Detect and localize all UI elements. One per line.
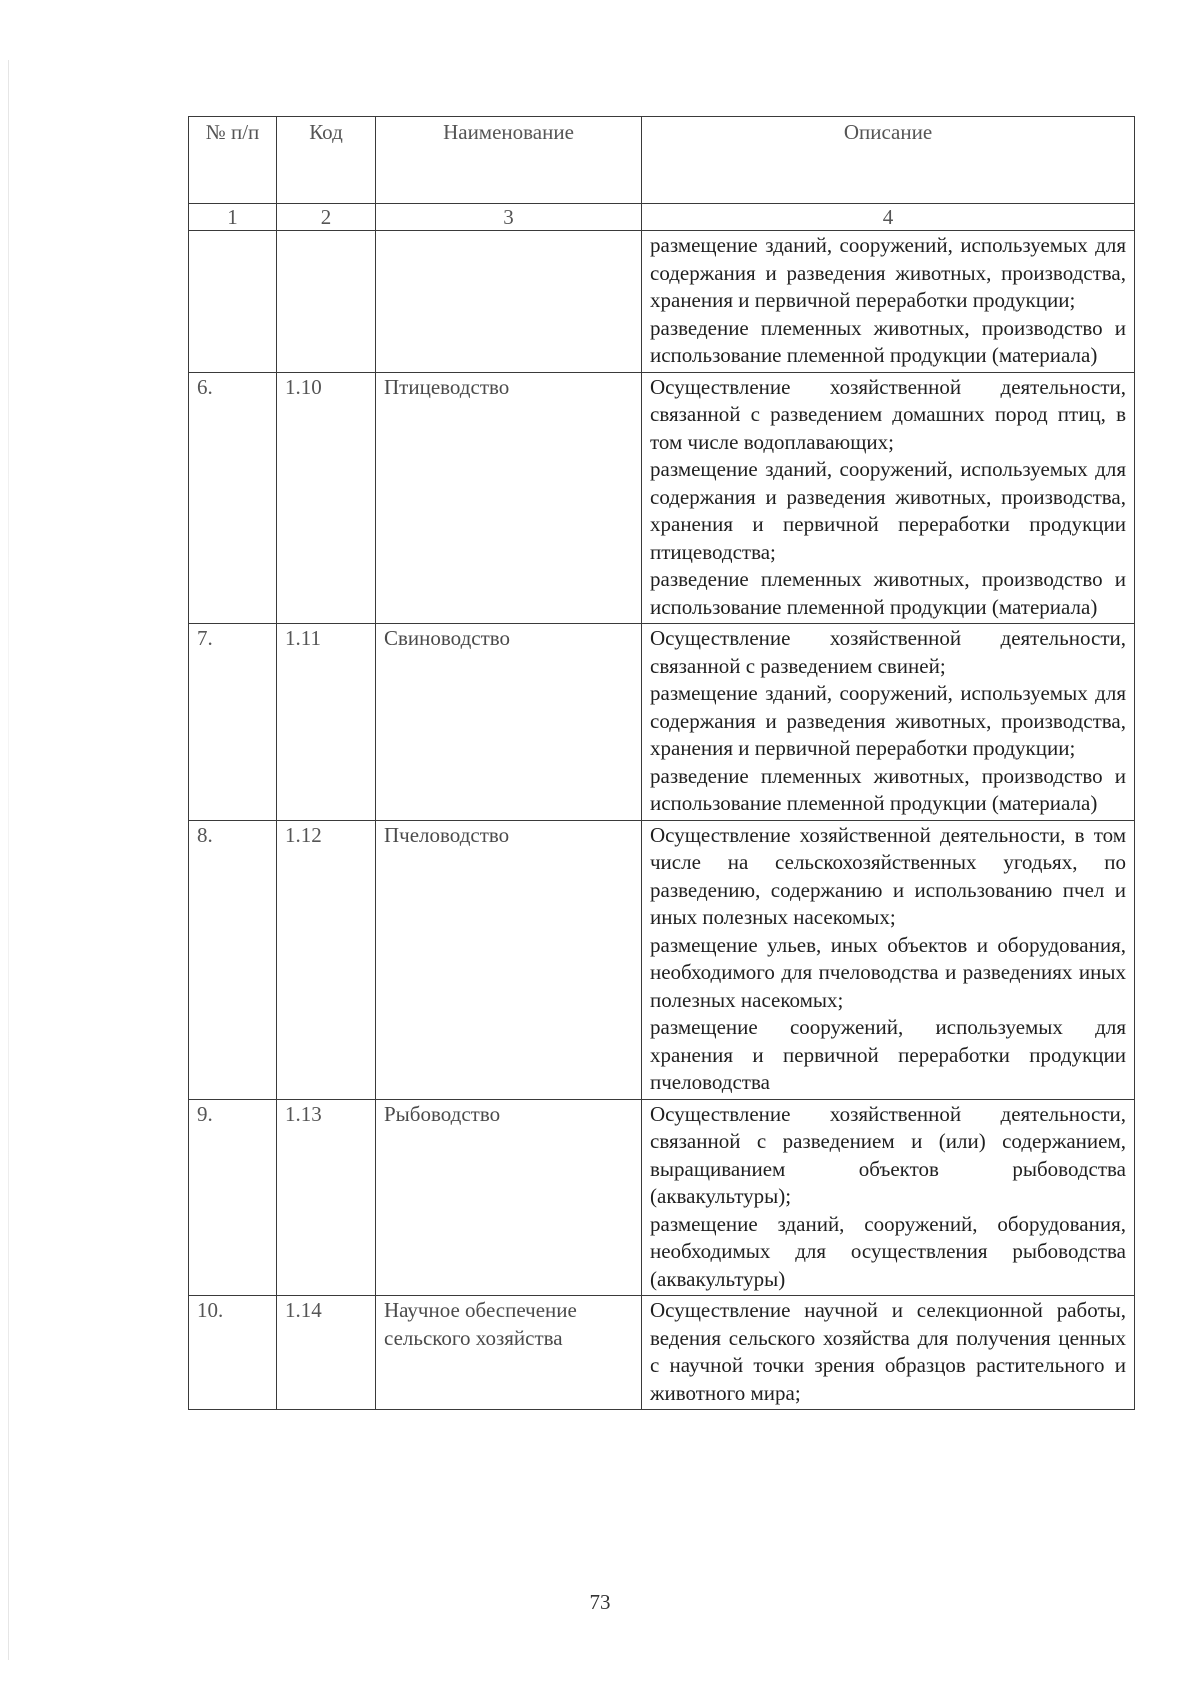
header-description: Описание	[642, 117, 1135, 204]
row-description	[642, 820, 1135, 1099]
row-code: 1.11	[277, 624, 376, 821]
row-description	[642, 1296, 1135, 1410]
column-number: 2	[277, 204, 376, 231]
column-number: 4	[642, 204, 1135, 231]
header-code: Код	[277, 117, 376, 204]
table-row	[189, 1296, 1135, 1410]
header-name: Наименование	[376, 117, 642, 204]
description-paragraph: Осуществление научной и селекционной работы, ведения сельского хозяйства для получения ценных с научной точки зрения образцов растительного и животного мира;	[650, 1298, 1126, 1405]
table-row	[189, 372, 1135, 624]
row-description	[642, 372, 1135, 624]
row-code: 1.14	[277, 1296, 376, 1410]
row-name: Свиноводство	[376, 624, 642, 821]
row-number: 9.	[189, 1099, 277, 1296]
column-number: 3	[376, 204, 642, 231]
row-name	[376, 231, 642, 373]
description-paragraph: размещение зданий, сооружений, используемых для содержания и разведения животных, производства, хранения и первичной переработки продукции;	[650, 233, 1126, 312]
description-paragraph: разведение племенных животных, производство и использование племенной продукции (материала)	[650, 315, 1126, 367]
row-code: 1.12	[277, 820, 376, 1099]
column-number-row	[189, 204, 1135, 231]
description-paragraph: Осуществление хозяйственной деятельности, в том числе на сельскохозяйственных угодьях, по разведению, содержанию и использованию пчел и иных полезных насекомых;	[650, 822, 1126, 929]
row-description	[642, 1099, 1135, 1296]
table-row	[189, 820, 1135, 1099]
row-number: 8.	[189, 820, 277, 1099]
row-code	[277, 231, 376, 373]
description-paragraph: размещение зданий, сооружений, используемых для содержания и разведения животных, производства, хранения и первичной переработки продукции птицеводства;	[650, 457, 1126, 564]
row-number: 7.	[189, 624, 277, 821]
table-row	[189, 1099, 1135, 1296]
row-description	[642, 231, 1135, 373]
description-paragraph: Осуществление хозяйственной деятельности, связанной с разведением и (или) содержанием, выращиванием объектов рыбоводства (аквакультуры);	[650, 1101, 1126, 1208]
row-name: Пчеловодство	[376, 820, 642, 1099]
description-paragraph: разведение племенных животных, производство и использование племенной продукции (материала)	[650, 763, 1126, 815]
header-row	[189, 117, 1135, 204]
column-number: 1	[189, 204, 277, 231]
row-number: 6.	[189, 372, 277, 624]
land-use-table	[188, 116, 1135, 1410]
row-number	[189, 231, 277, 373]
page-number: 73	[589, 1590, 611, 1614]
description-paragraph: размещение сооружений, используемых для хранения и первичной переработки продукции пчеловодства	[650, 1015, 1126, 1094]
description-paragraph: Осуществление хозяйственной деятельности, связанной с разведением домашних пород птиц, в том числе водоплавающих;	[650, 374, 1126, 454]
scan-edge	[8, 60, 9, 1660]
description-paragraph: Осуществление хозяйственной деятельности, связанной с разведением свиней;	[650, 626, 1126, 678]
continuation-row	[189, 231, 1135, 373]
row-code: 1.13	[277, 1099, 376, 1296]
row-number: 10.	[189, 1296, 277, 1410]
row-description	[642, 624, 1135, 821]
description-paragraph: разведение племенных животных, производство и использование племенной продукции (материала)	[650, 567, 1126, 619]
row-name: Рыбоводство	[376, 1099, 642, 1296]
row-code: 1.10	[277, 372, 376, 624]
description-paragraph: размещение ульев, иных объектов и оборудования, необходимого для пчеловодства и разведениях иных полезных насекомых;	[650, 932, 1126, 1012]
description-paragraph: размещение зданий, сооружений, используемых для содержания и разведения животных, производства, хранения и первичной переработки продукции;	[650, 681, 1126, 760]
table-row	[189, 624, 1135, 821]
row-name: Научное обеспечение сельского хозяйства	[376, 1296, 642, 1410]
description-paragraph: размещение зданий, сооружений, оборудования, необходимых для осуществления рыбоводства (аквакультуры)	[650, 1211, 1126, 1291]
row-name: Птицеводство	[376, 372, 642, 624]
header-no: № п/п	[189, 117, 277, 204]
